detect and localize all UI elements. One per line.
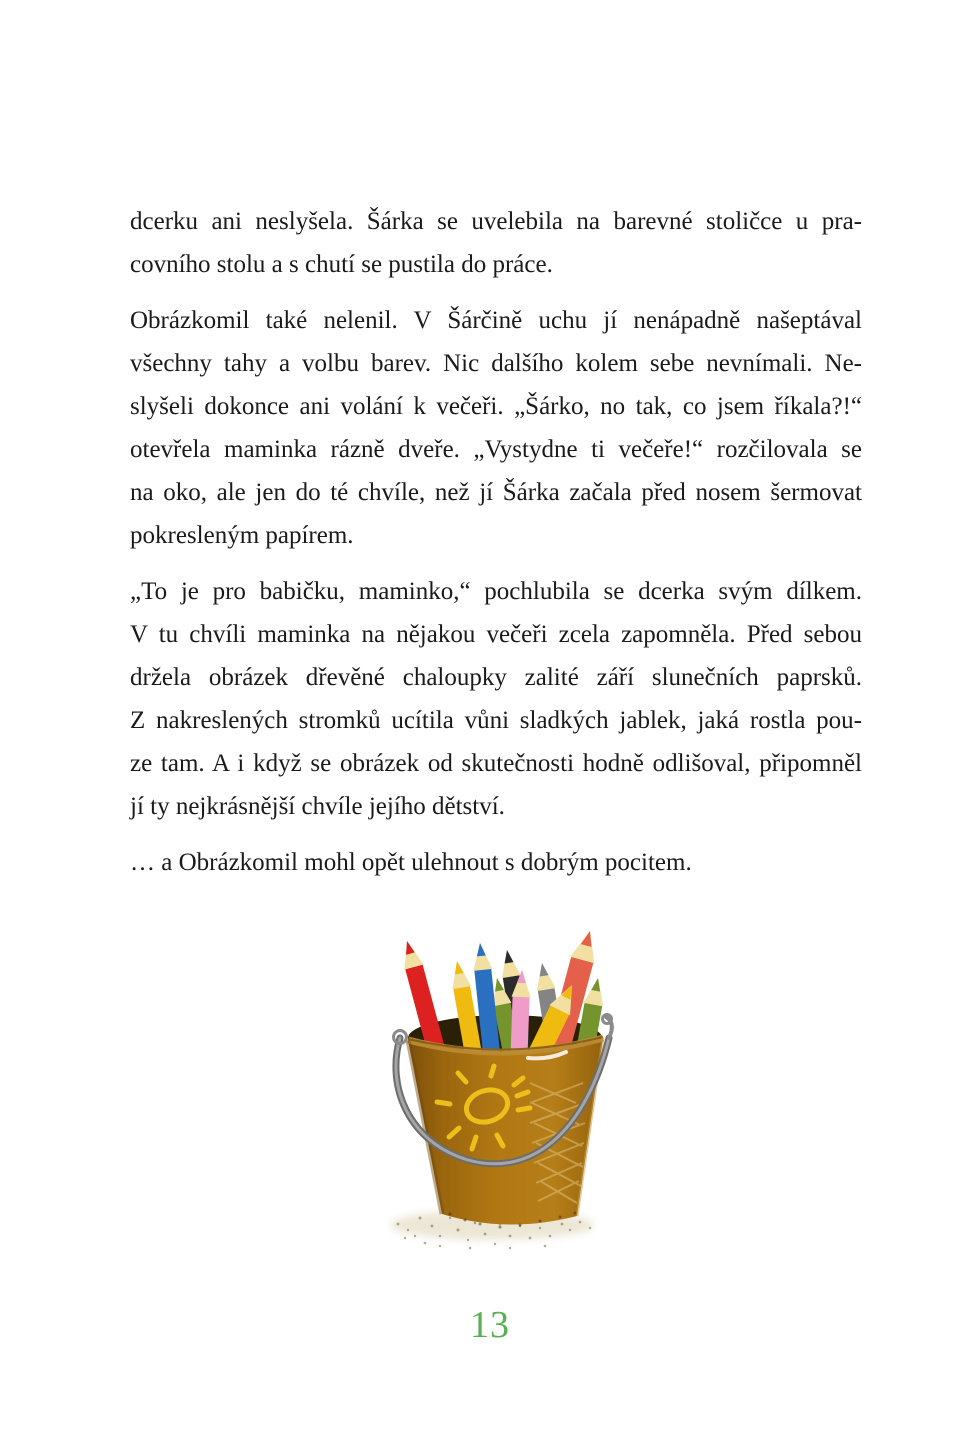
text-line: … a Obrázkomil mohl opět ulehnout s dobrým pocitem. — [130, 849, 692, 876]
text-line: „To je pro babičku, maminko,“ pochlubila se dcerka svým dílkem. — [130, 578, 862, 605]
paragraph — [130, 299, 862, 557]
text-line: na oko, ale jen do té chvíle, než jí Šárka začala před nosem šermovat — [130, 479, 862, 506]
text-line: ze tam. A i když se obrázek od skutečnosti hodně odlišoval, připomněl — [130, 750, 862, 777]
text-line: slyšeli dokonce ani volání k večeři. „Šárko, no tak, co jsem říkala?!“ — [130, 393, 862, 420]
bucket-of-pencils-drawing — [380, 918, 710, 1263]
text-line: otevřela maminka rázně dveře. „Vystydne ti večeře!“ rozčilovala se — [130, 436, 862, 463]
text-line: jí ty nejkrásnější chvíle jejího dětství. — [130, 793, 505, 820]
text-line: V tu chvíli maminka na nějakou večeři zcela zapomněla. Před sebou — [130, 621, 862, 648]
paragraph — [130, 570, 862, 828]
text-line: Obrázkomil také nelenil. V Šárčině uchu jí nenápadně našeptával — [130, 307, 862, 334]
page-number: 13 — [470, 1304, 510, 1346]
text-block — [130, 200, 862, 897]
paragraph — [130, 841, 862, 884]
paragraph — [130, 200, 862, 286]
bucket-body — [408, 1037, 603, 1229]
text-line: covního stolu a s chutí se pustila do práce. — [130, 251, 553, 278]
text-line: Z nakreslených stromků ucítila vůni sladkých jablek, jaká rostla pou- — [130, 707, 862, 734]
bucket-illustration — [380, 918, 710, 1263]
text-line: všechny tahy a volbu barev. Nic dalšího kolem sebe nevnímali. Ne- — [130, 350, 862, 377]
text-line: pokresleným papírem. — [130, 522, 354, 549]
text-line: držela obrázek dřevěné chaloupky zalité září slunečních paprsků. — [130, 664, 862, 691]
text-line: dcerku ani neslyšela. Šárka se uvelebila na barevné stoličce u pra- — [130, 208, 862, 235]
